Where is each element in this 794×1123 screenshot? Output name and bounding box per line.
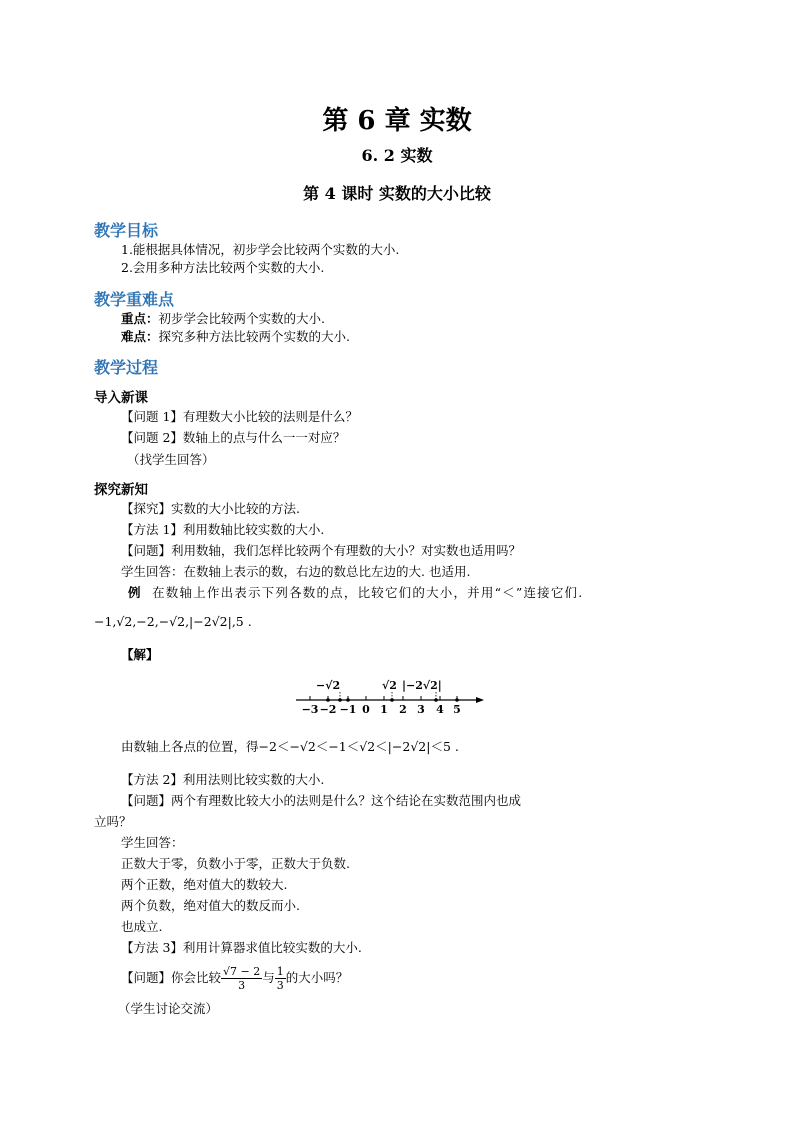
intro-q2: 【问题 2】数轴上的点与什么一一对应？ [121, 430, 346, 445]
answer-label: 学生回答： [121, 835, 184, 850]
axis-arrow-icon [476, 697, 484, 703]
answer-2: 两个正数，绝对值大的数较大. [121, 877, 288, 892]
method-3: 【方法 3】利用计算器求值比较实数的大小. [121, 940, 362, 955]
focus-label: 重点： [121, 311, 159, 326]
example-numbers: −1,√2,−2,−√2,|−2√2|,5 . [94, 614, 252, 629]
process-heading: 教学过程 [94, 358, 159, 377]
method-2-question-cont: 立吗？ [94, 814, 132, 829]
last-line: （学生讨论交流） [118, 1001, 219, 1016]
chapter-title: 第 6 章 实数 [322, 106, 472, 136]
fraction-1-numerator: √7 − 2 [223, 964, 261, 978]
fraction-2-numerator: 1 [276, 964, 284, 978]
tick-label: 2 [399, 703, 407, 716]
tick-label: −2 [319, 703, 337, 716]
explore-line-1: 【探究】实数的大小比较的方法. [121, 501, 300, 516]
method-2-question: 【问题】两个有理数比较大小的法则是什么？这个结论在实数范围内也成 [121, 793, 522, 808]
intro-heading: 导入新课 [94, 390, 148, 406]
point-neg-2 [326, 698, 330, 702]
difficulty-text: 探究多种方法比较两个实数的大小. [158, 329, 350, 344]
example-text: 在数轴上作出表示下列各数的点，比较它们的大小，并用“＜”连接它们. [152, 585, 584, 600]
explore-line-2: 【方法 1】利用数轴比较实数的大小. [121, 522, 325, 537]
label-sqrt2: √2 [382, 679, 397, 692]
tick-label: −3 [301, 703, 319, 716]
method-2: 【方法 2】利用法则比较实数的大小. [121, 772, 325, 787]
tick-label: 1 [380, 703, 388, 716]
method-3-question-suffix: 的大小吗？ [285, 970, 349, 985]
fraction-sqrt7-minus-2-over-3 [221, 965, 262, 992]
explore-line-4: 学生回答：在数轴上表示的数，右边的数总比左边的大. 也适用. [121, 564, 471, 579]
point-neg-1 [346, 698, 350, 702]
explore-heading: 探究新知 [94, 482, 148, 498]
goal-item-2: 2.会用多种方法比较两个实数的大小. [121, 260, 325, 275]
example-line [128, 584, 583, 602]
label-abs-neg-2sqrt2: |−2√2| [402, 679, 442, 692]
method-3-question-mid: 与 [262, 970, 275, 985]
tick-label: 5 [453, 703, 461, 716]
number-line-diagram [290, 672, 490, 720]
fraction-1-over-3 [275, 965, 286, 992]
difficulty-line [121, 328, 350, 346]
tick-label: −1 [339, 703, 357, 716]
method-3-question-prefix: 【问题】你会比较 [121, 970, 222, 985]
tick-label: 0 [362, 703, 370, 716]
lesson-title: 第 4 课时 实数的大小比较 [303, 184, 491, 203]
example-label: 例 [128, 585, 142, 600]
goals-heading: 教学目标 [94, 221, 159, 240]
label-neg-sqrt2: −√2 [316, 679, 341, 692]
result-prefix: 由数轴上各点的位置，得 [121, 739, 259, 754]
answer-4: 也成立. [121, 919, 163, 934]
result-line [121, 738, 459, 756]
fraction-2-denominator: 3 [276, 978, 284, 992]
goal-item-1: 1.能根据具体情况，初步学会比较两个实数的大小. [121, 242, 400, 257]
keypoints-heading: 教学重难点 [94, 290, 175, 309]
method-3-question [121, 960, 348, 996]
intro-note: （找学生回答） [127, 452, 215, 467]
solution-label: 【解】 [121, 647, 159, 662]
fraction-1-denominator: 3 [238, 978, 246, 992]
result-inequality: −2＜−√2＜−1＜√2＜|−2√2|＜5 . [258, 739, 459, 754]
focus-line [121, 310, 325, 328]
answer-1: 正数大于零，负数小于零，正数大于负数. [121, 856, 350, 871]
section-title: 6. 2 实数 [361, 146, 433, 165]
difficulty-label: 难点： [121, 329, 159, 344]
intro-q1: 【问题 1】有理数大小比较的法则是什么？ [121, 409, 358, 424]
point-5 [455, 698, 459, 702]
focus-text: 初步学会比较两个实数的大小. [158, 311, 325, 326]
answer-3: 两个负数，绝对值大的数反而小. [121, 898, 300, 913]
explore-line-3: 【问题】利用数轴，我们怎样比较两个有理数的大小？对实数也适用吗？ [121, 543, 522, 558]
tick-label: 3 [417, 703, 425, 716]
tick-label: 4 [436, 703, 444, 716]
